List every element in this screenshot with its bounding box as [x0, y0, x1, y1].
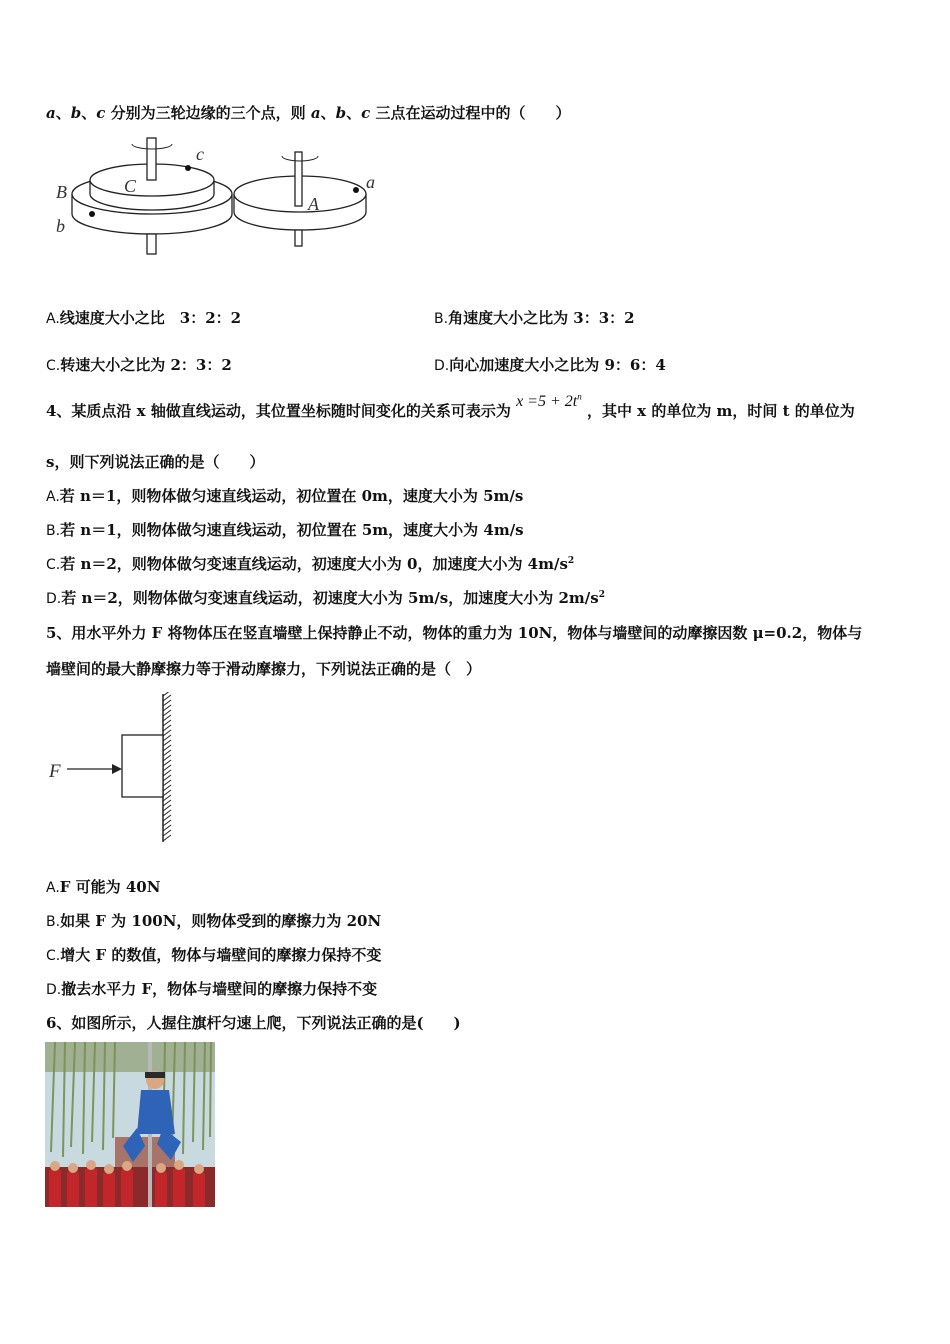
label-C: C — [124, 176, 137, 196]
q5-option-d[interactable]: D.撤去水平力 F，物体与墙壁间的摩擦力保持不变 — [46, 980, 378, 998]
wall-hatch-line — [163, 810, 171, 816]
block — [122, 735, 163, 797]
force-arrow-head — [112, 764, 122, 774]
q4-option-c[interactable]: C.若 n＝2，则物体做匀变速直线运动，初速度大小为 0，加速度大小为 $4m/s^2$ — [46, 555, 575, 573]
wall-hatch-line — [163, 705, 171, 711]
question-intro: a、b、c 分别为三轮边缘的三个点，则 a、b、c 三点在运动过程中的（ ） — [46, 104, 571, 122]
wall-hatch-line — [163, 720, 171, 726]
question-5-stem-line2: 墙壁间的最大静摩擦力等于滑动摩擦力，下列说法正确的是（ ） — [46, 660, 482, 678]
label-a: a — [366, 172, 375, 192]
wall-hatch-line — [163, 730, 171, 736]
wall-hatch-line — [163, 715, 171, 721]
wall-hatch-line — [163, 765, 171, 771]
question-4-stem: 4、某质点沿 x 轴做直线运动，其位置坐标随时间变化的关系可表示为 $x =5 + 2t^n$ ，其中 x 的单位为 m，时间 t 的单位为 — [46, 391, 855, 420]
q4-option-a[interactable]: A.若 n＝1，则物体做匀速直线运动，初位置在 0m，速度大小为 5m/s — [46, 487, 524, 505]
q4-option-d[interactable]: D.若 n＝2，则物体做匀变速直线运动，初速度大小为 5m/s，加速度大小为 $2m/s^2$ — [46, 589, 605, 607]
wheels-figure — [50, 132, 390, 262]
wall-hatch-line — [163, 820, 171, 826]
q5-option-c[interactable]: C.增大 F 的数值，物体与墙壁间的摩擦力保持不变 — [46, 946, 382, 964]
question-6-stem: 6、如图所示，人握住旗杆匀速上爬，下列说法正确的是( ) — [46, 1014, 461, 1032]
point-a: a — [46, 104, 56, 122]
label-B: B — [56, 182, 67, 202]
wall-hatch-line — [163, 795, 171, 801]
wall-hatch-line — [163, 740, 171, 746]
option-b[interactable]: B.角速度大小之比为 3：3：2 — [434, 309, 635, 327]
wall-hatch-line — [163, 785, 171, 791]
wall-hatch-line — [163, 830, 171, 836]
wall-hatch-line — [163, 825, 171, 831]
option-a[interactable]: A.线速度大小之比 3：2：2 — [46, 309, 242, 327]
wall-hatch-line — [163, 725, 171, 731]
label-F: F — [49, 761, 61, 782]
option-d[interactable]: D.向心加速度大小之比为 9：6：4 — [434, 356, 666, 374]
label-c: c — [196, 144, 204, 164]
point-b-dot — [89, 211, 95, 217]
wall-hatch-line — [163, 745, 171, 751]
q4-option-b[interactable]: B.若 n＝1，则物体做匀速直线运动，初位置在 5m，速度大小为 4m/s — [46, 521, 524, 539]
wall-hatch-line — [163, 805, 171, 811]
label-b: b — [56, 216, 65, 236]
wall-hatch-line — [163, 780, 171, 786]
point-c-dot — [185, 165, 191, 171]
wall-hatch-line — [163, 775, 171, 781]
wall-hatch-line — [163, 710, 171, 716]
q5-option-b[interactable]: B.如果 F 为 100N，则物体受到的摩擦力为 20N — [46, 912, 382, 930]
question-4-stem-line2: s，则下列说法正确的是（ ） — [46, 453, 265, 471]
wall-hatch-line — [163, 790, 171, 796]
wall-hatch-line — [163, 695, 171, 701]
position-formula: $x =5 + 2t^n$ — [516, 391, 582, 410]
wall-force-figure — [45, 692, 180, 844]
point-c: c — [96, 104, 106, 122]
wall-hatch-line — [163, 735, 171, 741]
question-5-stem: 5、用水平外力 F 将物体压在竖直墙壁上保持静止不动，物体的重力为 10N，物体与墙壁间的动摩擦因数 μ=0.2，物体与 — [46, 624, 863, 642]
wall-hatch-line — [163, 755, 171, 761]
point-b: b — [70, 104, 82, 122]
q5-option-a[interactable]: A.F 可能为 40N — [46, 878, 161, 896]
wall-hatch-line — [163, 815, 171, 821]
wall-hatch-line — [163, 770, 171, 776]
flagpole-climber-photo — [45, 1042, 215, 1207]
wall-hatch-line — [163, 800, 171, 806]
wall-hatch-line — [163, 700, 171, 706]
label-A: A — [308, 194, 319, 214]
wall-hatch-line — [163, 760, 171, 766]
option-c[interactable]: C.转速大小之比为 2：3：2 — [46, 356, 232, 374]
wall-hatch-line — [163, 835, 171, 841]
point-a-dot — [353, 187, 359, 193]
wall-hatch-line — [163, 750, 171, 756]
